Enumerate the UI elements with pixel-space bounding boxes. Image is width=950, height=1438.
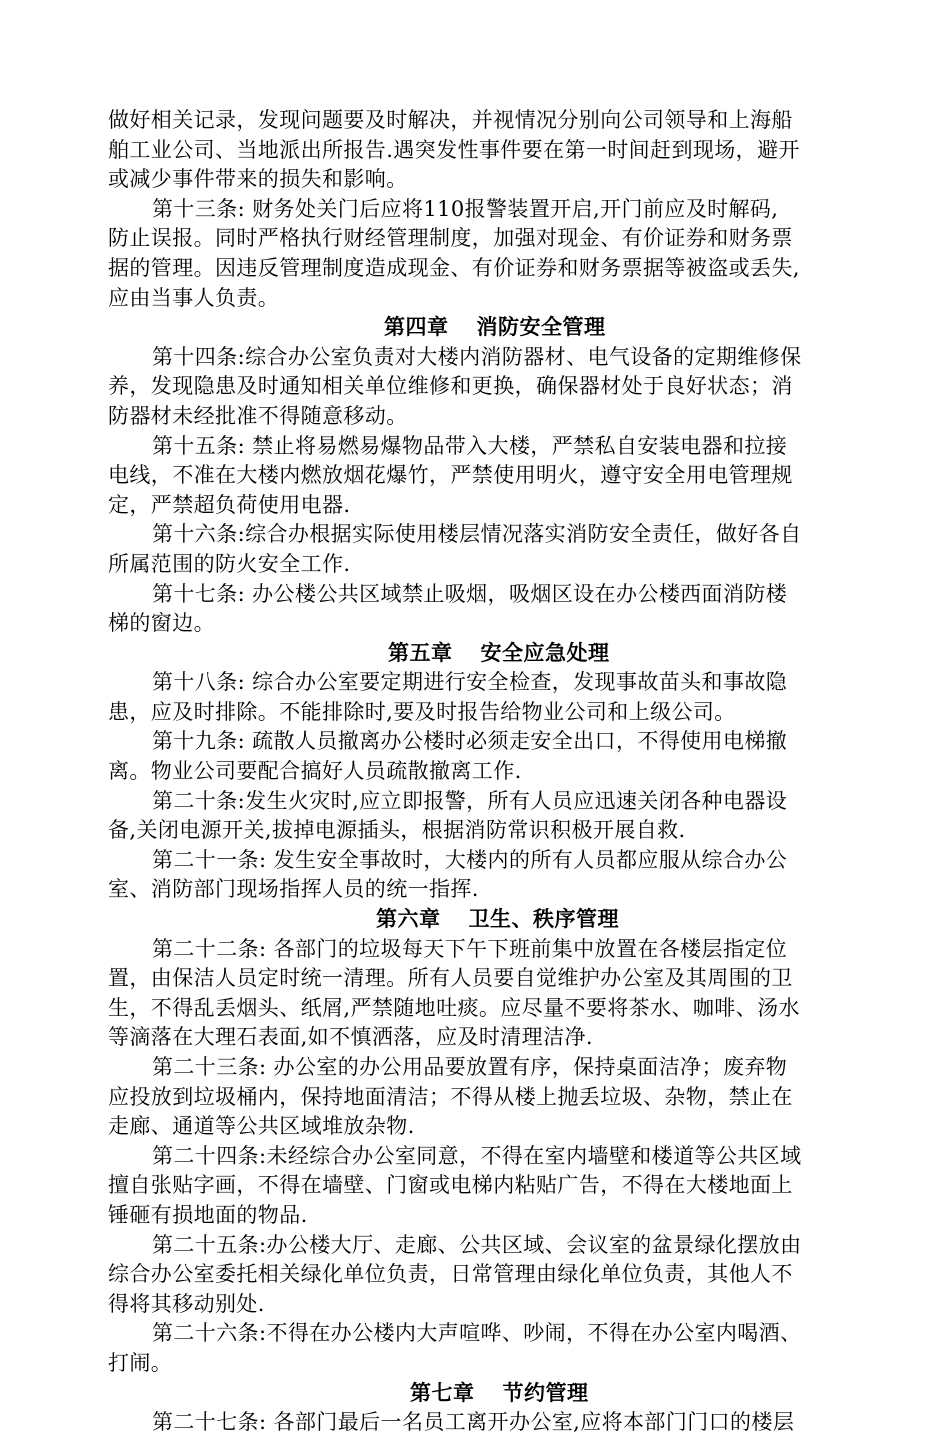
text-line: 防止误报。同时严格执行财经管理制度，加强对现金、有价证券和财务票 [108,226,793,251]
text-line: 室、消防部门现场指挥人员的统一指挥. [108,877,479,902]
text-line: 擅自张贴字画，不得在墙壁、门窗或电梯内粘贴广告，不得在大楼地面上 [108,1173,793,1198]
text-line: 据的管理。因违反管理制度造成现金、有价证券和财务票据等被盗或丢失, [108,255,800,280]
chapter-heading [108,313,843,343]
chapter-number: 第四章 [384,315,449,340]
text-line: 梯的窗边。 [108,611,215,636]
text-line: 所属范围的防火安全工作. [108,551,351,576]
text-line: 或减少事件带来的损失和影响。 [108,167,408,192]
article-first-line: 第二十三条: 办公室的办公用品要放置有序，保持桌面洁净；废弃物 [152,1055,788,1079]
article-first-line: 第十四条:综合办公室负责对大楼内消防器材、电气设备的定期维修保 [152,344,802,369]
article-first-line: 第二十四条:未经综合办公室同意，不得在室内墙壁和楼道等公共区域 [152,1143,802,1168]
text-line: 舶工业公司、当地派出所报告.遇突发性事件要在第一时间赶到现场，避开 [108,137,800,162]
article-first-line: 第二十二条: 各部门的垃圾每天下午下班前集中放置在各楼层指定位 [152,936,788,961]
chapter-title: 卫生、秩序管理 [468,907,619,932]
chapter-title: 节约管理 [502,1380,589,1405]
chapter-number: 第六章 [376,907,441,932]
text-line: 走廊、通道等公共区域堆放杂物. [108,1114,415,1139]
chapter-heading [108,1379,843,1409]
text-line: 综合办公室委托相关绿化单位负责，日常管理由绿化单位负责，其他人不 [108,1262,793,1287]
text-line: 等滴落在大理石表面,如不慎洒落，应及时清理洁净. [108,1025,593,1050]
chapter-heading [108,639,843,669]
article-first-line: 第二十一条: 发生安全事故时，大楼内的所有人员都应服从综合办公 [152,847,788,872]
article-first-line: 第二十五条:办公楼大厅、走廊、公共区域、会议室的盆景绿化摆放由 [152,1232,802,1257]
article-first-line: 第二十条:发生火灾时,应立即报警，所有人员应迅速关闭各种电器设 [152,788,788,813]
text-line: 离。物业公司要配合搞好人员疏散撤离工作. [108,759,522,784]
article-first-line: 第十七条: 办公楼公共区域禁止吸烟，吸烟区设在办公楼西面消防楼 [152,581,788,606]
article-first-line: 第十六条:综合办根据实际使用楼层情况落实消防安全责任，做好各自 [152,522,802,547]
article-first-line: 第十九条: 疏散人员撤离办公楼时必须走安全出口，不得使用电梯撤 [152,729,788,754]
text-line: 电线，不准在大楼内燃放烟花爆竹，严禁使用明火，遵守安全用电管理规 [108,463,793,488]
text-line: 锤砸有损地面的物品. [108,1202,308,1227]
chapter-title: 消防安全管理 [476,315,606,340]
article-first-line: 第十八条: 综合办公室要定期进行安全检查，发现事故苗头和事故隐 [152,670,788,695]
text-line: 定，严禁超负荷使用电器. [108,492,351,517]
article-first-line: 第二十六条:不得在办公楼内大声喧哗、吵闹，不得在办公室内喝酒、 [152,1321,802,1346]
text-line: 患，应及时排除。不能排除时,要及时报告给物业公司和上级公司。 [108,699,736,724]
text-line: 生，不得乱丢烟头、纸屑,严禁随地吐痰。应尽量不要将茶水、咖啡、汤水 [108,995,800,1020]
article-first-line: 第十三条: 财务处关门后应将110报警装置开启,开门前应及时解码, [152,196,779,221]
text-line: 打闹。 [108,1350,173,1375]
chapter-title: 安全应急处理 [480,640,610,665]
text-line: 应投放到垃圾桶内，保持地面清洁；不得从楼上抛丢垃圾、杂物，禁止在 [108,1084,793,1109]
text-line: 做好相关记录，发现问题要及时解决，并视情况分别向公司领导和上海船 [108,108,793,132]
text-line: 置，由保洁人员定时统一清理。所有人员要自觉维护办公室及其周围的卫 [108,966,793,991]
text-line: 得将其移动别处. [108,1291,265,1316]
chapter-heading [108,905,843,935]
text-line: 应由当事人负责。 [108,285,280,310]
text-line: 养，发现隐患及时通知相关单位维修和更换，确保器材处于良好状态；消 [108,374,793,399]
text-line: 备,关闭电源开关,拔掉电源插头，根据消防常识积极开展自救. [108,818,686,843]
article-first-line: 第十五条: 禁止将易燃易爆物品带入大楼，严禁私自安装电器和拉接 [152,433,788,458]
text-line: 防器材未经批准不得随意移动。 [108,403,408,428]
chapter-number: 第五章 [388,640,453,665]
chapter-number: 第七章 [410,1380,475,1405]
article-first-line: 第二十七条: 各部门最后一名员工离开办公室,应将本部门门口的楼层 [152,1410,795,1435]
document-body [108,106,843,1438]
